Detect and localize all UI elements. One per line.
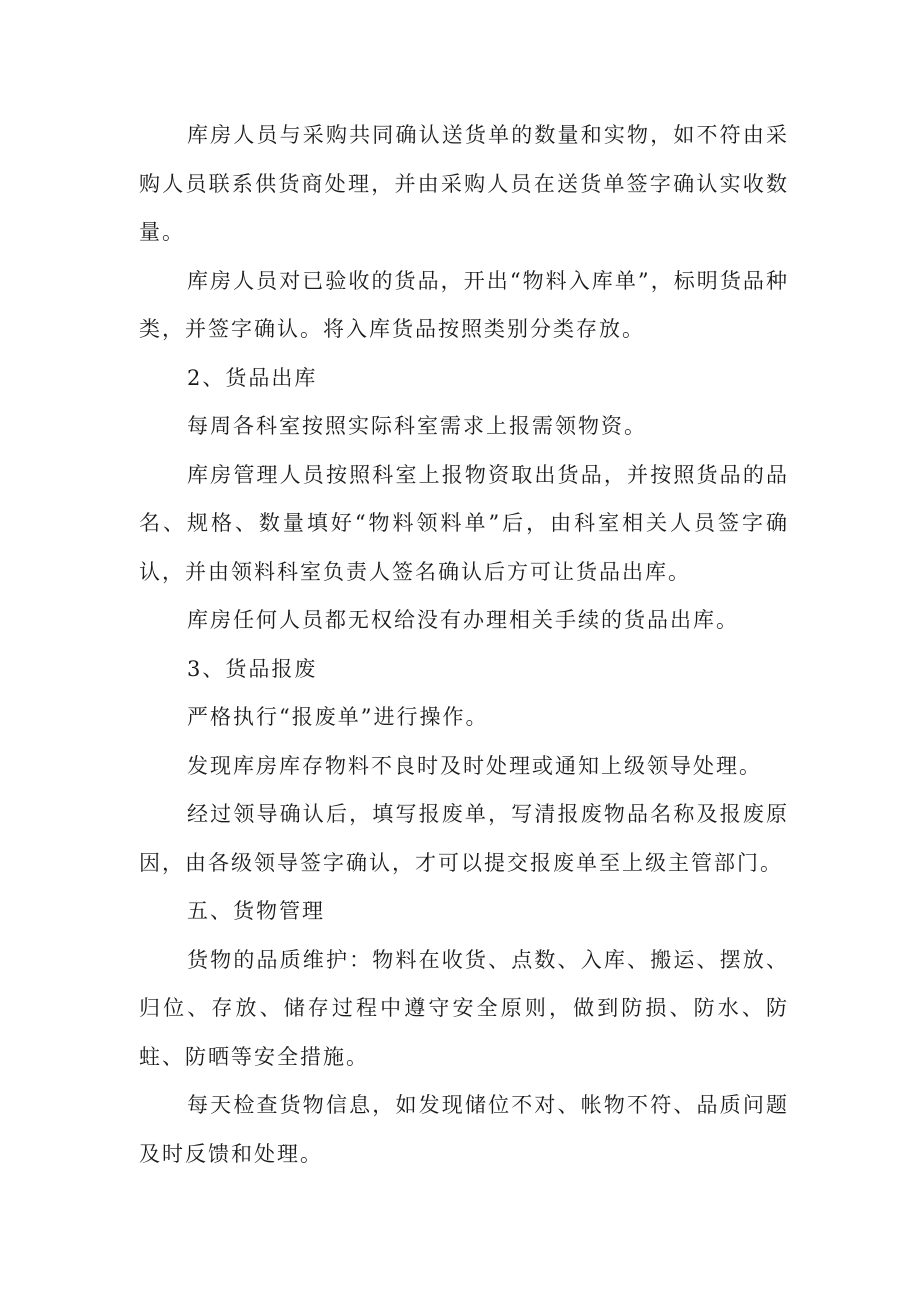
- heading-goods-outbound: 2、货品出库: [187, 365, 318, 390]
- paragraph-inbound-slip: 库房人员对已验收的货品，开出“物料入库单”，标明货品种类，并签字确认。将入库货品按照类别分类存放。: [139, 268, 789, 341]
- paragraph-scrap-approval: 经过领导确认后，填写报废单，写清报废物品名称及报废原因，由各级领导签字确认，才可以提交报废单至上级主管部门。: [139, 802, 789, 875]
- paragraph-defect-handling: 发现库房库存物料不良时及时处理或通知上级领导处理。: [187, 753, 762, 778]
- paragraph-quality-maintenance: 货物的品质维护：物料在收货、点数、入库、搬运、摆放、归位、存放、储存过程中遵守安全原则，做到防损、防水、防蛀、防晒等安全措施。: [139, 947, 789, 1069]
- paragraph-picking-slip: 库房管理人员按照科室上报物资取出货品，并按照货品的品名、规格、数量填好“物料领料单”后，由科室相关人员签字确认，并由领料科室负责人签名确认后方可让货品出库。: [139, 462, 789, 584]
- heading-goods-scrap: 3、货品报废: [187, 656, 318, 681]
- document-body: [139, 111, 789, 1178]
- paragraph-weekly-request: 每周各科室按照实际科室需求上报需领物资。: [187, 414, 647, 438]
- heading-goods-management: 五、货物管理: [187, 899, 325, 923]
- paragraph-scrap-form: 严格执行“报废单”进行操作。: [187, 705, 489, 729]
- paragraph-daily-inspection: 每天检查货物信息，如发现储位不对、帐物不符、品质问题及时反馈和处理。: [139, 1093, 789, 1166]
- paragraph-receipt-confirmation: 库房人员与采购共同确认送货单的数量和实物，如不符由采购人员联系供货商处理，并由采购人员在送货单签字确认实收数量。: [139, 123, 789, 244]
- paragraph-no-unauthorized-outbound: 库房任何人员都无权给没有办理相关手续的货品出库。: [187, 608, 739, 632]
